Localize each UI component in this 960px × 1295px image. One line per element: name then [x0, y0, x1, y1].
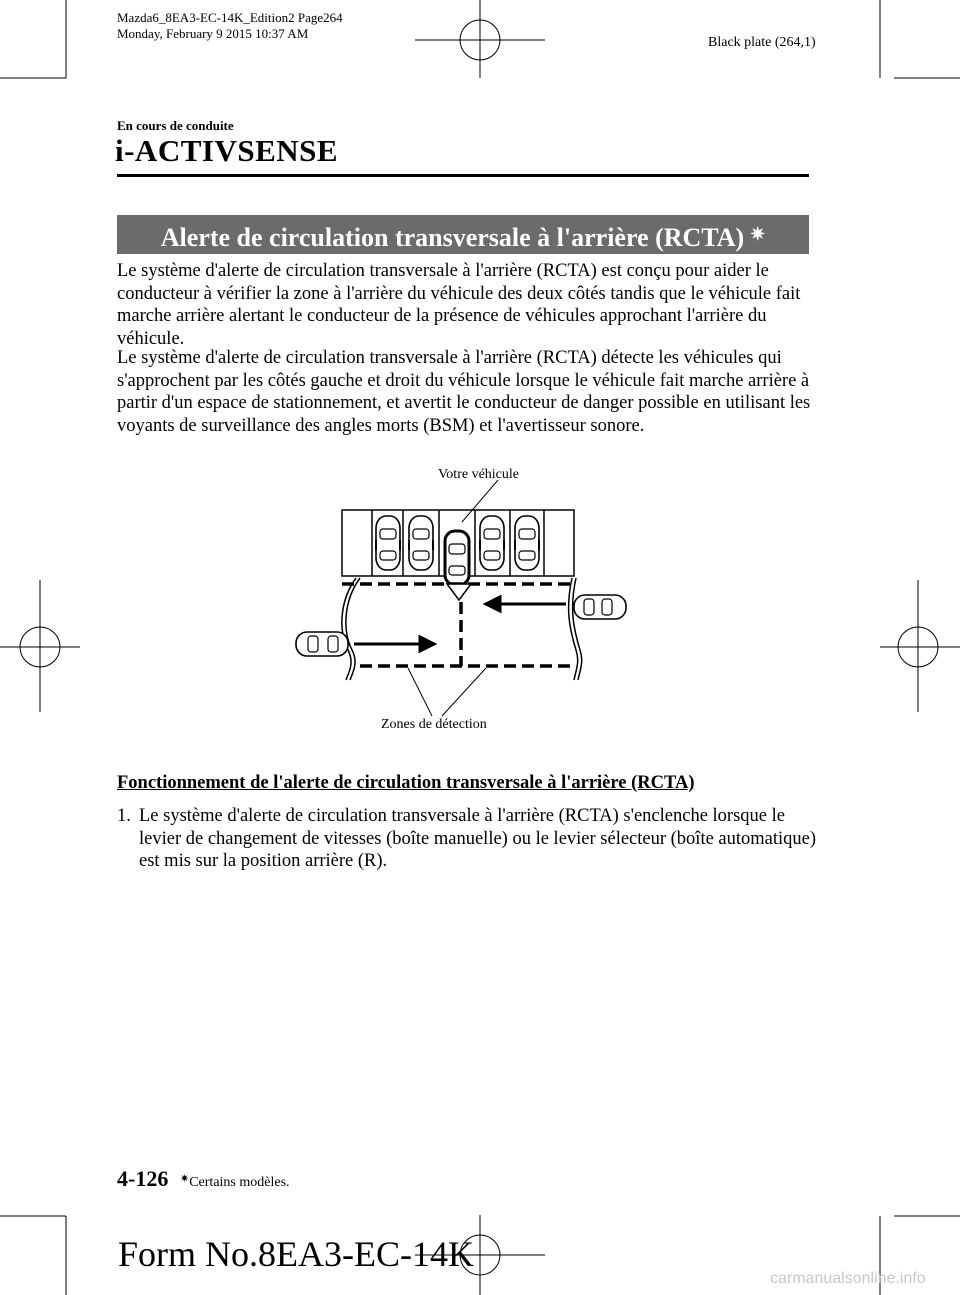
rcta-diagram: [280, 480, 650, 720]
parked-car-icon: [515, 516, 539, 570]
detection-zones-label: Zones de détection: [381, 717, 487, 732]
list-item: [117, 805, 817, 873]
approaching-car-right-icon: [574, 595, 626, 619]
footnote: [180, 1172, 290, 1191]
form-number: Form No.8EA3-EC-14K: [118, 1234, 474, 1274]
star-icon: ✷: [750, 224, 766, 244]
paragraph-detection: Le système d'alerte de circulation transversale à l'arrière (RCTA) détecte les véhicules qui s'approchent par les côtés gauche et droit du véhicule lorsque le véhicule fait marche arrière à partir d'un espace de stationnement, et avertit le conducteur de danger possible en utilisant les voyants de surveillance des angles morts (BSM) et l'avertisseur sonore.: [117, 348, 811, 436]
header-rule: [117, 174, 809, 177]
print-slug: [117, 10, 343, 42]
slug-line-1: Mazda6_8EA3-EC-14K_Edition2 Page264: [117, 10, 343, 25]
watermark: carmanualsonline.info: [770, 1270, 926, 1287]
parked-car-icon: [480, 516, 504, 570]
parked-car-icon: [376, 516, 400, 570]
star-icon: ✷: [180, 1173, 190, 1185]
page-number: 4-126: [117, 1166, 169, 1191]
chapter-title: i-ACTIVSENSE: [115, 133, 339, 168]
operation-heading: Fonctionnement de l'alerte de circulation transversale à l'arrière (RCTA): [117, 773, 695, 793]
step-number: 1.: [117, 806, 131, 826]
plate-label: Black plate (264,1): [708, 35, 816, 50]
banner-title: Alerte de circulation transversale à l'arrière (RCTA): [160, 223, 745, 252]
parked-car-icon: [409, 516, 433, 570]
section-banner: [117, 215, 809, 254]
footnote-text: Certains modèles.: [189, 1175, 290, 1190]
section-title: En cours de conduite: [117, 118, 234, 133]
slug-line-2: Monday, February 9 2015 10:37 AM: [117, 26, 309, 41]
step-text: Le système d'alerte de circulation transversale à l'arrière (RCTA) s'enclenche lorsque le levier de changement de vitesses (boîte manuelle) ou le levier sélecteur (boîte automatique) est mis sur la position arrière (R).: [139, 806, 817, 871]
approaching-car-left-icon: [296, 632, 348, 656]
your-vehicle-label: Votre véhicule: [438, 467, 519, 482]
paragraph-intro: Le système d'alerte de circulation transversale à l'arrière (RCTA) est conçu pour aider le conducteur à vérifier la zone à l'arrière du véhicule des deux côtés tandis que le véhicule fait marche arrière alertant le conducteur de la présence de véhicules approchant l'arrière du véhicule.: [117, 261, 801, 349]
your-vehicle-icon: [445, 531, 469, 585]
